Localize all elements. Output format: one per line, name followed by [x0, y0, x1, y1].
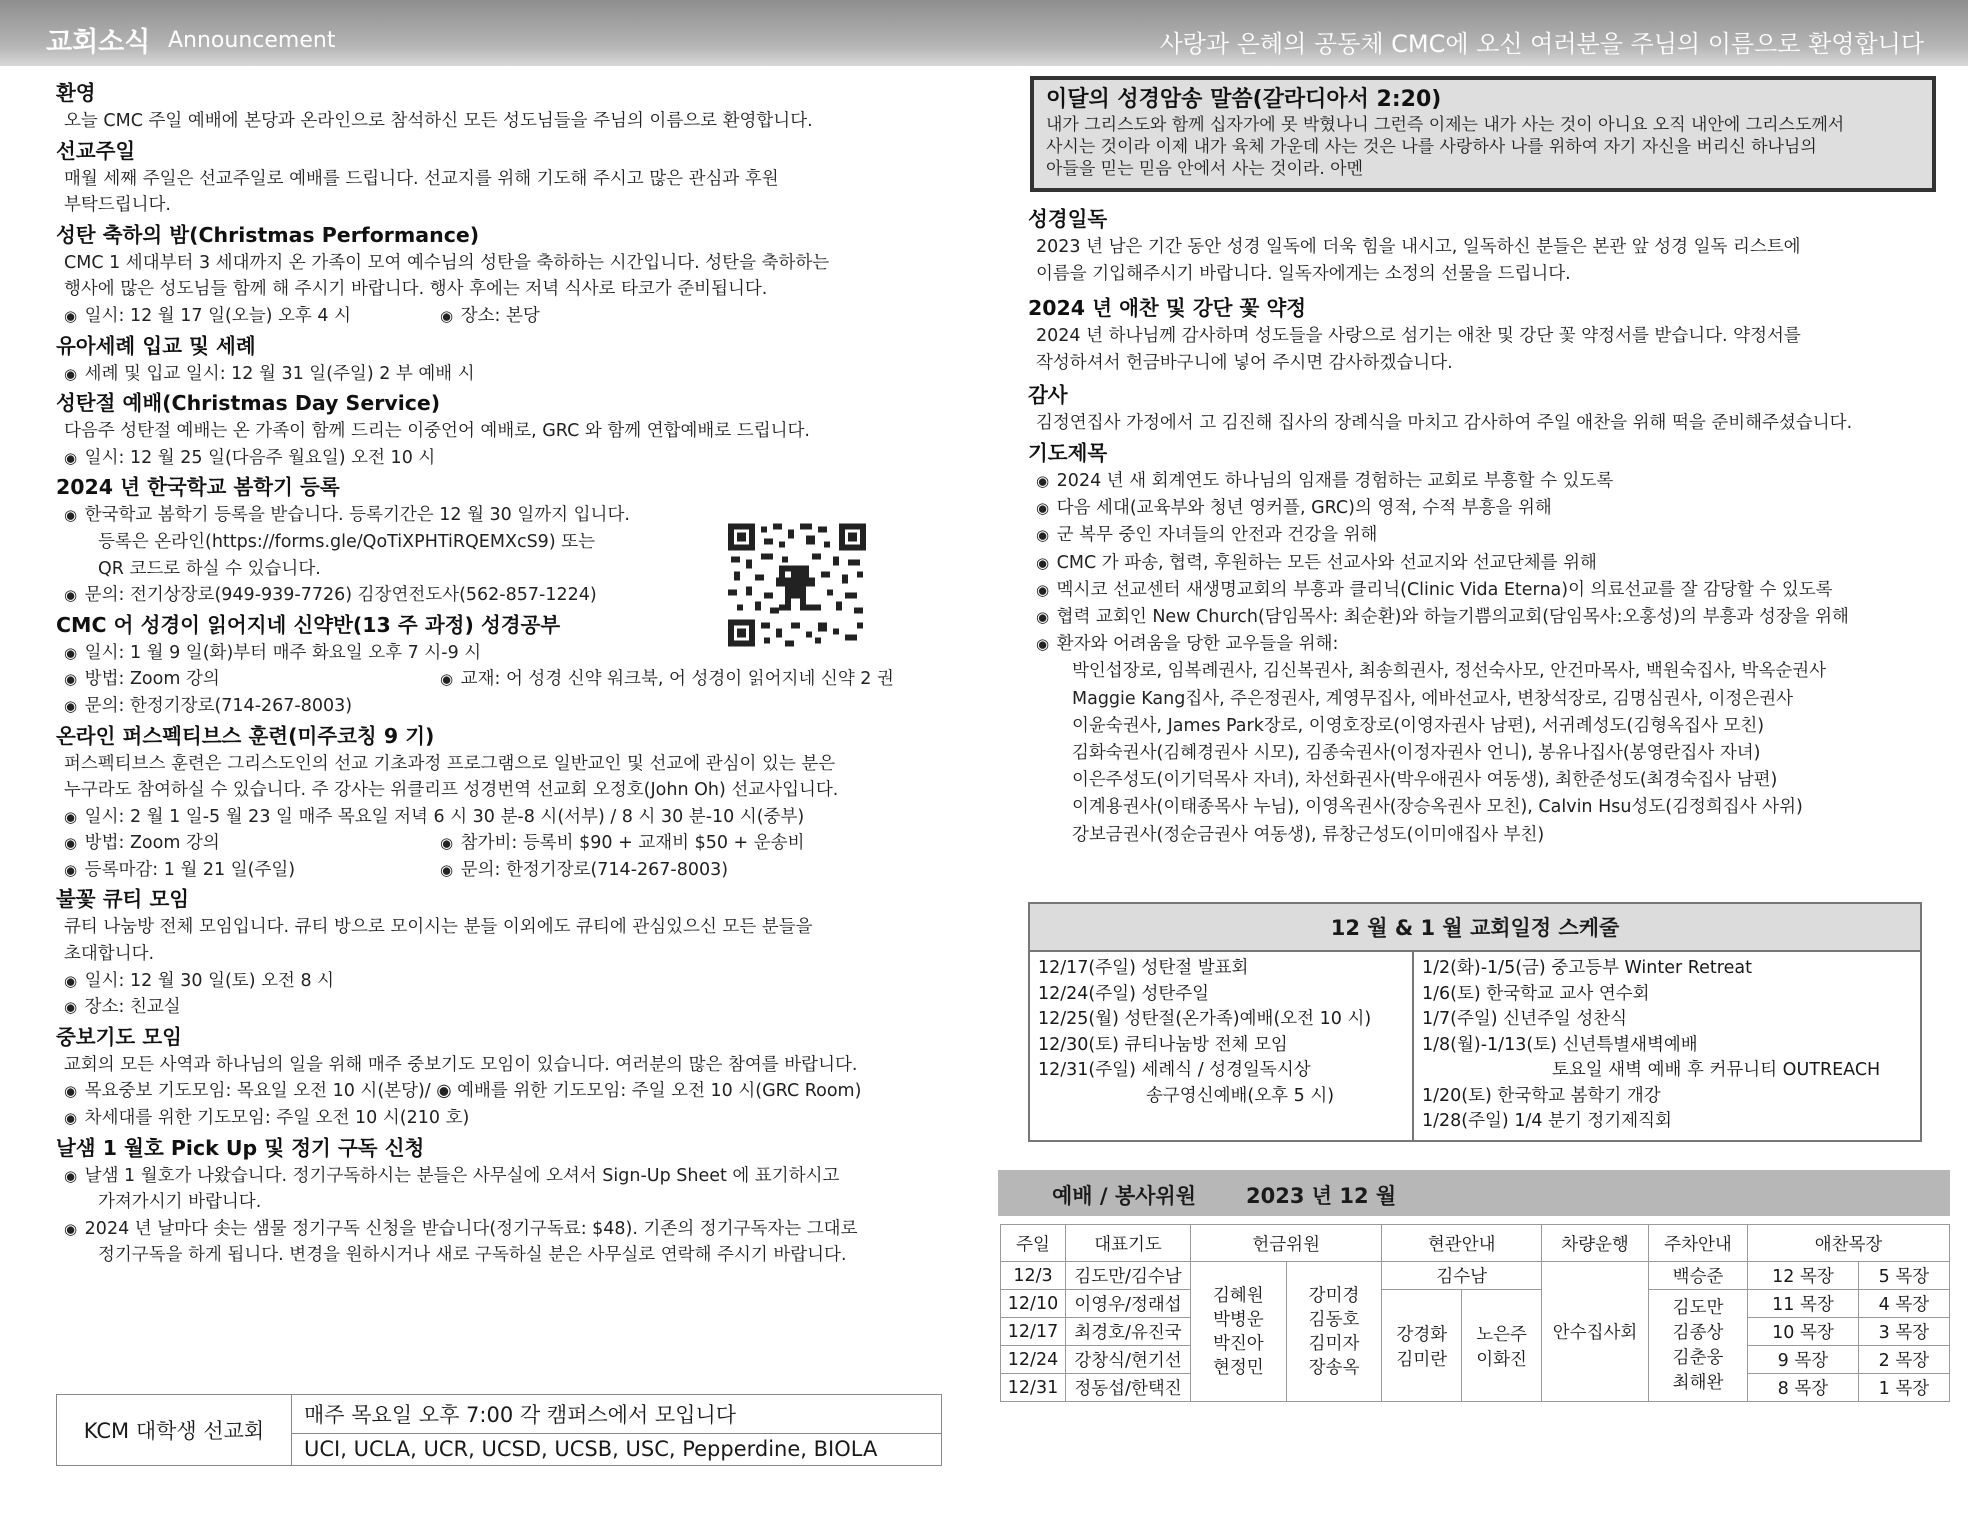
kcm-time: 매주 목요일 오후 7:00 각 캠퍼스에서 모입니다: [292, 1395, 942, 1434]
schedule-item: 송구영신예배(오후 5 시): [1146, 1085, 1335, 1106]
schedule-item: 12/25(월) 성탄절(온가족)예배(오전 10 시): [1038, 1009, 1372, 1029]
bullet-icon: ◉: [1036, 580, 1050, 599]
text-line: 작성하셔서 헌금바구니에 넣어 주시면 감사하겠습니다.: [1036, 352, 1453, 373]
header-welcome: 사랑과 은혜의 공동체 CMC에 오신 여러분을 주님의 이름으로 환영합니다: [1159, 30, 1924, 58]
prayer-item: 군 복무 중인 자녀들의 안전과 건강을 위해: [1056, 525, 1378, 546]
section-baptism: [56, 331, 956, 388]
schedule-item: 1/7(주일) 신년주일 성찬식: [1422, 1009, 1628, 1029]
table-cell: 12/3: [1001, 1262, 1066, 1290]
column-header: 애찬목장: [1748, 1225, 1950, 1262]
column-header: 헌금위원: [1191, 1225, 1382, 1262]
section-title: 유아세례 입교 및 세례: [56, 333, 256, 358]
prayer-item: CMC 가 파송, 협력, 후원하는 모든 선교사와 선교지와 선교단체를 위해: [1056, 552, 1597, 573]
service-header: [998, 1170, 1950, 1216]
event-date: 일시: 12 월 17 일(오늘) 오후 4 시: [84, 305, 351, 326]
table-cell: 김도만/김수남: [1066, 1262, 1191, 1290]
bullet-icon: ◉: [440, 834, 454, 853]
fee: 참가비: 등록비 $90 + 교재비 $50 + 운송비: [460, 833, 805, 854]
schedule-item: 1/28(주일) 1/4 분기 정기제직회: [1422, 1111, 1672, 1131]
text-line: 오늘 CMC 주일 예배에 본당과 온라인으로 참석하신 모든 성도님들을 주님의 이름으로 환영합니다.: [64, 111, 813, 131]
column-header: 주일: [1001, 1225, 1066, 1262]
bullet-icon: ◉: [1036, 607, 1050, 626]
section-thanks: [1028, 380, 1938, 437]
table-cell: 김수남: [1382, 1262, 1542, 1290]
table-cell: 김도만: [1672, 1297, 1724, 1318]
text-line: 부탁드립니다.: [64, 195, 171, 216]
left-column: [56, 78, 956, 1270]
bullet-icon: ◉: [64, 364, 78, 383]
table-cell: 8 목장: [1748, 1374, 1859, 1402]
text-line: 매월 세째 주일은 선교주일로 예배를 드립니다. 선교지를 위해 기도해 주시고 많은 관심과 후원: [64, 168, 779, 189]
section-christmas-performance: [56, 220, 956, 330]
table-cell: 강경화: [1396, 1324, 1448, 1345]
text-line: 교회의 모든 사역과 하나님의 일을 위해 매주 중보기도 모임이 있습니다. 여러분의 많은 참여를 바랍니다.: [64, 1054, 858, 1075]
text-line: CMC 1 세대부터 3 세대까지 온 가족이 모여 예수님의 성탄을 축하하는 시간입니다. 성탄을 축하하는: [64, 252, 830, 273]
schedule-left: [1029, 951, 1413, 1141]
bullet-icon: ◉: [64, 1166, 78, 1185]
text-line: 퍼스펙티브스 훈련은 그리스도인의 선교 기초과정 프로그램으로 일반교인 및 선교에 관심이 있는 분은: [64, 753, 836, 774]
table-cell: 5 목장: [1858, 1262, 1949, 1290]
section-prayer-requests: [1028, 438, 1938, 849]
table-cell: 11 목장: [1748, 1290, 1859, 1318]
parking-cell: [1649, 1290, 1748, 1402]
text-line: 행사에 많은 성도님들 함께 해 주시기 바랍니다. 행사 후에는 저녁 식사로 타코가 준비됩니다.: [64, 279, 768, 300]
table-cell: 김혜원: [1212, 1285, 1264, 1306]
text-line: QR 코드로 하실 수 있습니다.: [98, 558, 321, 579]
section-title: 감사: [1028, 383, 1068, 408]
table-cell: 현정민: [1212, 1357, 1264, 1378]
bullet-icon: ◉: [64, 506, 78, 525]
prayer-item: 다음 세대(교육부와 청년 영커플, GRC)의 영적, 수적 부흥을 위해: [1056, 498, 1552, 519]
verse-line: 사시는 것이라 이제 내가 육체 가운데 사는 것은 나를 사랑하사 나를 위하여 자기 자신을 버리신 하나님의: [1046, 137, 1817, 157]
section-title: 날샘 1 월호 Pick Up 및 정기 구독 신청: [56, 1135, 425, 1160]
section-title: 불꽃 큐티 모임: [56, 887, 190, 912]
section-title: CMC 어 성경이 읽어지네 신약반(13 주 과정) 성경공부: [56, 612, 561, 637]
section-intercessory-prayer: [56, 1022, 956, 1132]
table-cell: 장송옥: [1308, 1357, 1360, 1378]
table-cell: 12/24: [1001, 1346, 1066, 1374]
section-title: 환영: [56, 81, 96, 105]
section-title: 성경일독: [1028, 207, 1108, 231]
section-bible-reading: [1028, 204, 1938, 287]
schedule-item: 12/30(토) 큐티나눔방 전체 모임: [1038, 1034, 1288, 1055]
contact: 문의: 한정기장로(714-267-8003): [460, 859, 729, 880]
section-title: 성탄 축하의 밤(Christmas Performance): [56, 222, 480, 247]
event-date: 일시: 12 월 25 일(다음주 월요일) 오전 10 시: [84, 447, 436, 468]
bullet-icon: ◉: [64, 643, 78, 662]
prayer-item: 환자와 어려움을 당한 교우들을 위해:: [1056, 634, 1339, 655]
contact: 문의: 전기상장로(949-939-7726) 김장연전도사(562-857-1224): [84, 585, 597, 606]
bullet-icon: ◉: [440, 670, 454, 689]
schedule-item: 12/31(주일) 세례식 / 성경일독시상: [1038, 1060, 1311, 1080]
prayer-item: 멕시코 선교센터 새생명교회의 부흥과 클리닉(Clinic Vida Eterna)이 의료선교를 잘 감당할 수 있도록: [1056, 579, 1833, 600]
section-title: 선교주일: [56, 138, 136, 163]
event-place: 장소: 본당: [460, 305, 540, 326]
usher-cell: [1462, 1290, 1542, 1402]
table-cell: 김동호: [1308, 1309, 1360, 1330]
bullet-icon: ◉: [64, 834, 78, 853]
text-line: 2023 년 남은 기간 동안 성경 일독에 더욱 힘을 내시고, 일독하신 분들은 본관 앞 성경 일독 리스트에: [1036, 237, 1801, 257]
text-line: 목요중보 기도모임: 목요일 오전 10 시(본당)/ ◉ 예배를 위한 기도모임: 주일 오전 10 시(GRC Room): [84, 1081, 862, 1102]
text-line: 정기구독을 하게 됩니다. 변경을 원하시거나 새로 구독하실 분은 사무실로 연락해 주시기 바랍니다.: [98, 1245, 847, 1266]
event-place: 장소: 친교실: [84, 997, 181, 1018]
section-title: 온라인 퍼스펙티브스 훈련(미주코칭 9 기): [56, 723, 435, 748]
text-line: 큐티 나눔방 전체 모임입니다. 큐티 방으로 모이시는 분들 이외에도 큐티에 관심있으신 모든 분들을: [64, 917, 813, 938]
text-line: 다음주 성탄절 예배는 온 가족이 함께 드리는 이중언어 예배로, GRC 와 함께 연합예배로 드립니다.: [64, 421, 810, 442]
schedule-right: [1413, 951, 1921, 1141]
bullet-icon: ◉: [64, 860, 78, 879]
bullet-icon: ◉: [1036, 635, 1050, 654]
text-line: 한국학교 봄학기 등록을 받습니다. 등록기간은 12 월 30 일까지 입니다.: [84, 505, 630, 526]
bullet-icon: ◉: [440, 306, 454, 325]
table-cell: 3 목장: [1858, 1318, 1949, 1346]
table-cell: 이영우/정래섭: [1066, 1290, 1191, 1318]
verse-box: [1030, 76, 1936, 192]
table-cell: 최경호/유진국: [1066, 1318, 1191, 1346]
patient-names: 이계용권사(이태종목사 누님), 이영옥권사(장승옥권사 모친), Calvin Hsu성도(김정희집사 사위): [1072, 797, 1803, 818]
patient-names: 강보금권사(정순금권사 여동생), 류창근성도(이미애집사 부친): [1072, 824, 1545, 845]
text-line: 이름을 기입해주시기 바랍니다. 일독자에게는 소정의 선물을 드립니다.: [1036, 263, 1571, 284]
patient-names: 이윤숙권사, James Park장로, 이영호장로(이영자권사 남편), 서귀례성도(김형옥집사 모친): [1072, 715, 1765, 736]
bullet-icon: ◉: [1036, 499, 1050, 518]
contact: 문의: 한정기장로(714-267-8003): [84, 695, 353, 716]
right-column: [1028, 204, 1938, 850]
method: 방법: Zoom 강의: [84, 669, 220, 690]
bullet-icon: ◉: [64, 670, 78, 689]
table-cell: 10 목장: [1748, 1318, 1859, 1346]
table-cell: 최해완: [1672, 1372, 1724, 1393]
table-cell: 노은주: [1476, 1324, 1527, 1345]
bullet-icon: ◉: [1036, 471, 1050, 490]
event-date: 세례 및 입교 일시: 12 월 31 일(주일) 2 부 예배 시: [84, 363, 475, 384]
table-cell: 김미자: [1308, 1333, 1360, 1354]
kcm-campuses: UCI, UCLA, UCR, UCSD, UCSB, USC, Pepperdine, BIOLA: [292, 1433, 942, 1465]
patient-names: 김화숙권사(김혜경권사 시모), 김종숙권사(이정자권사 언니), 봉유나집사(봉영란집사 자녀): [1072, 743, 1761, 763]
method: 방법: Zoom 강의: [84, 833, 220, 854]
section-title: 기도제목: [1028, 440, 1108, 465]
prayer-item: 2024 년 새 회계연도 하나님의 임재를 경험하는 교회로 부흥할 수 있도록: [1056, 470, 1614, 491]
bullet-icon: ◉: [64, 586, 78, 605]
patient-names: 이은주성도(이기덕목사 자녀), 차선화권사(박우애권사 여동생), 최한준성도(최경숙집사 남편): [1072, 770, 1778, 791]
info-row: [56, 303, 956, 330]
service-month: 2023 년 12 월: [1246, 1184, 1397, 1208]
section-christmas-day: [56, 388, 956, 471]
table-cell: 김종상: [1672, 1322, 1724, 1343]
bullet-icon: ◉: [64, 807, 78, 826]
schedule-item: 1/2(화)-1/5(금) 중고등부 Winter Retreat: [1422, 958, 1752, 978]
textbook: 교재: 어 성경 신약 워크북, 어 성경이 읽어지네 신약 2 권: [460, 669, 894, 690]
bullet-icon: ◉: [64, 696, 78, 715]
table-cell: 9 목장: [1748, 1346, 1859, 1374]
event-date: 일시: 12 월 30 일(토) 오전 8 시: [84, 970, 335, 991]
verse-line: 아들을 믿는 믿음 안에서 사는 것이라. 아멘: [1046, 159, 1364, 179]
offering-cell: [1191, 1262, 1287, 1402]
prayer-item: 협력 교회인 New Church(담임목사: 최순환)와 하늘기쁨의교회(담임목사:오홍성)의 부흥과 성장을 위해: [1056, 606, 1849, 627]
registration-link[interactable]: 등록은 온라인(https://forms.gle/QoTiXPHTiRQEMXcS9) 또는: [98, 531, 596, 552]
section-title: 성탄절 예배(Christmas Day Service): [56, 391, 441, 416]
kcm-label: KCM 대학생 선교회: [57, 1395, 292, 1466]
table-cell: 백승준: [1649, 1262, 1748, 1290]
section-welcome: [56, 78, 956, 135]
offering-cell: [1286, 1262, 1382, 1402]
header-bar: [0, 0, 1968, 66]
deadline: 등록마감: 1 월 21 일(주일): [84, 859, 296, 880]
section-flower-pledge: [1028, 293, 1938, 376]
table-cell: 강미경: [1308, 1285, 1360, 1306]
event-date: 일시: 1 월 9 일(화)부터 매주 화요일 오후 7 시-9 시: [84, 642, 482, 663]
section-perspectives: [56, 721, 956, 884]
bullet-icon: ◉: [64, 1109, 78, 1128]
text-line: 2024 년 날마다 솟는 샘물 정기구독 신청을 받습니다(정기구독료: $48). 기존의 정기구독자는 그대로: [84, 1218, 858, 1239]
event-date: 일시: 2 월 1 일-5 월 23 일 매주 목요일 저녁 6 시 30 분-8 시(서부) / 8 시 30 분-10 시(중부): [84, 806, 805, 827]
column-header: 현관안내: [1382, 1225, 1542, 1262]
section-title: 2024 년 애찬 및 강단 꽃 약정: [1028, 296, 1307, 321]
section-qt: [56, 884, 956, 1020]
text-line: 누구라도 참여하실 수 있습니다. 주 강사는 위클리프 성경번역 선교회 오정호(John Oh) 선교사입니다.: [64, 780, 839, 801]
table-cell: 박병운: [1212, 1309, 1264, 1330]
bullet-icon: ◉: [64, 1082, 78, 1101]
patient-names: 박인섭장로, 임복례권사, 김신복권사, 최송희권사, 정선숙사모, 안건마목사, 백원숙집사, 박옥순권사: [1072, 661, 1827, 682]
verse-line: 내가 그리스도와 함께 십자가에 못 박혔나니 그런즉 이제는 내가 사는 것이 아니요 오직 내안에 그리스도께서: [1046, 115, 1845, 135]
text-line: 차세대를 위한 기도모임: 주일 오전 10 시(210 호): [84, 1108, 470, 1129]
qr-code-icon[interactable]: [728, 523, 866, 647]
section-mission: [56, 136, 956, 219]
schedule-title: 12 월 & 1 월 교회일정 스케줄: [1029, 903, 1921, 951]
bullet-icon: ◉: [64, 306, 78, 325]
schedule-item: 1/20(토) 한국학교 봄학기 개강: [1422, 1085, 1661, 1106]
text-line: 초대합니다.: [64, 944, 155, 965]
table-cell: 안수집사회: [1542, 1262, 1649, 1402]
table-cell: 12 목장: [1748, 1262, 1859, 1290]
text-line: 가져가시기 바랍니다.: [98, 1192, 262, 1213]
service-title: 예배 / 봉사위원: [1052, 1184, 1197, 1208]
table-cell: 강창식/현기선: [1066, 1346, 1191, 1374]
kcm-table: [56, 1394, 942, 1466]
bullet-icon: ◉: [64, 971, 78, 990]
table-cell: 12/31: [1001, 1374, 1066, 1402]
section-title: 2024 년 한국학교 봄학기 등록: [56, 475, 340, 500]
table-cell: 이화진: [1476, 1349, 1527, 1370]
bullet-icon: ◉: [440, 860, 454, 879]
table-cell: 12/10: [1001, 1290, 1066, 1318]
column-header: 차량운행: [1542, 1225, 1649, 1262]
table-cell: 정동섭/한택진: [1066, 1374, 1191, 1402]
bullet-icon: ◉: [1036, 553, 1050, 572]
verse-title: 이달의 성경암송 말씀(갈라디아서 2:20): [1046, 87, 1442, 112]
column-header: 대표기도: [1066, 1225, 1191, 1262]
schedule-table: [1028, 902, 1922, 1142]
table-cell: 4 목장: [1858, 1290, 1949, 1318]
service-duty-table: [1000, 1224, 1950, 1402]
table-cell: 2 목장: [1858, 1346, 1949, 1374]
text-line: 김정연집사 가정에서 고 김진해 집사의 장례식을 마치고 감사하여 주일 애찬을 위해 떡을 준비해주셨습니다.: [1036, 413, 1853, 434]
table-cell: 김춘웅: [1672, 1347, 1724, 1368]
table-cell: 박진아: [1212, 1333, 1264, 1354]
header-title-en: Announcement: [168, 28, 336, 53]
header-title-ko: 교회소식: [46, 27, 151, 58]
section-title: 중보기도 모임: [56, 1024, 182, 1049]
usher-cell: [1382, 1290, 1462, 1402]
column-header: 주차안내: [1649, 1225, 1748, 1262]
text-line: 날샘 1 월호가 나왔습니다. 정기구독하시는 분들은 사무실에 오셔서 Sign-Up Sheet 에 표기하시고: [84, 1165, 840, 1186]
text-line: 2024 년 하나님께 감사하며 성도들을 사랑으로 섬기는 애찬 및 강단 꽃 약정서를 받습니다. 약정서를: [1036, 326, 1801, 347]
bullet-icon: ◉: [64, 1219, 78, 1238]
table-cell: 1 목장: [1858, 1374, 1949, 1402]
schedule-item: 토요일 새벽 예배 후 커뮤니티 OUTREACH: [1552, 1060, 1881, 1080]
table-cell: 12/17: [1001, 1318, 1066, 1346]
bullet-icon: ◉: [64, 448, 78, 467]
section-nalsaem: [56, 1133, 956, 1269]
schedule-item: 12/24(주일) 성탄주일: [1038, 983, 1210, 1004]
patient-names: Maggie Kang집사, 주은정권사, 계영무집사, 에바선교사, 변창석장로, 김명심권사, 이정은권사: [1072, 688, 1794, 709]
schedule-item: 1/8(월)-1/13(토) 신년특별새벽예배: [1422, 1034, 1698, 1055]
schedule-item: 1/6(토) 한국학교 교사 연수회: [1422, 983, 1650, 1004]
bullet-icon: ◉: [1036, 526, 1050, 545]
table-cell: 김미란: [1396, 1349, 1448, 1370]
schedule-item: 12/17(주일) 성탄절 발표회: [1038, 958, 1249, 978]
bullet-icon: ◉: [64, 998, 78, 1017]
